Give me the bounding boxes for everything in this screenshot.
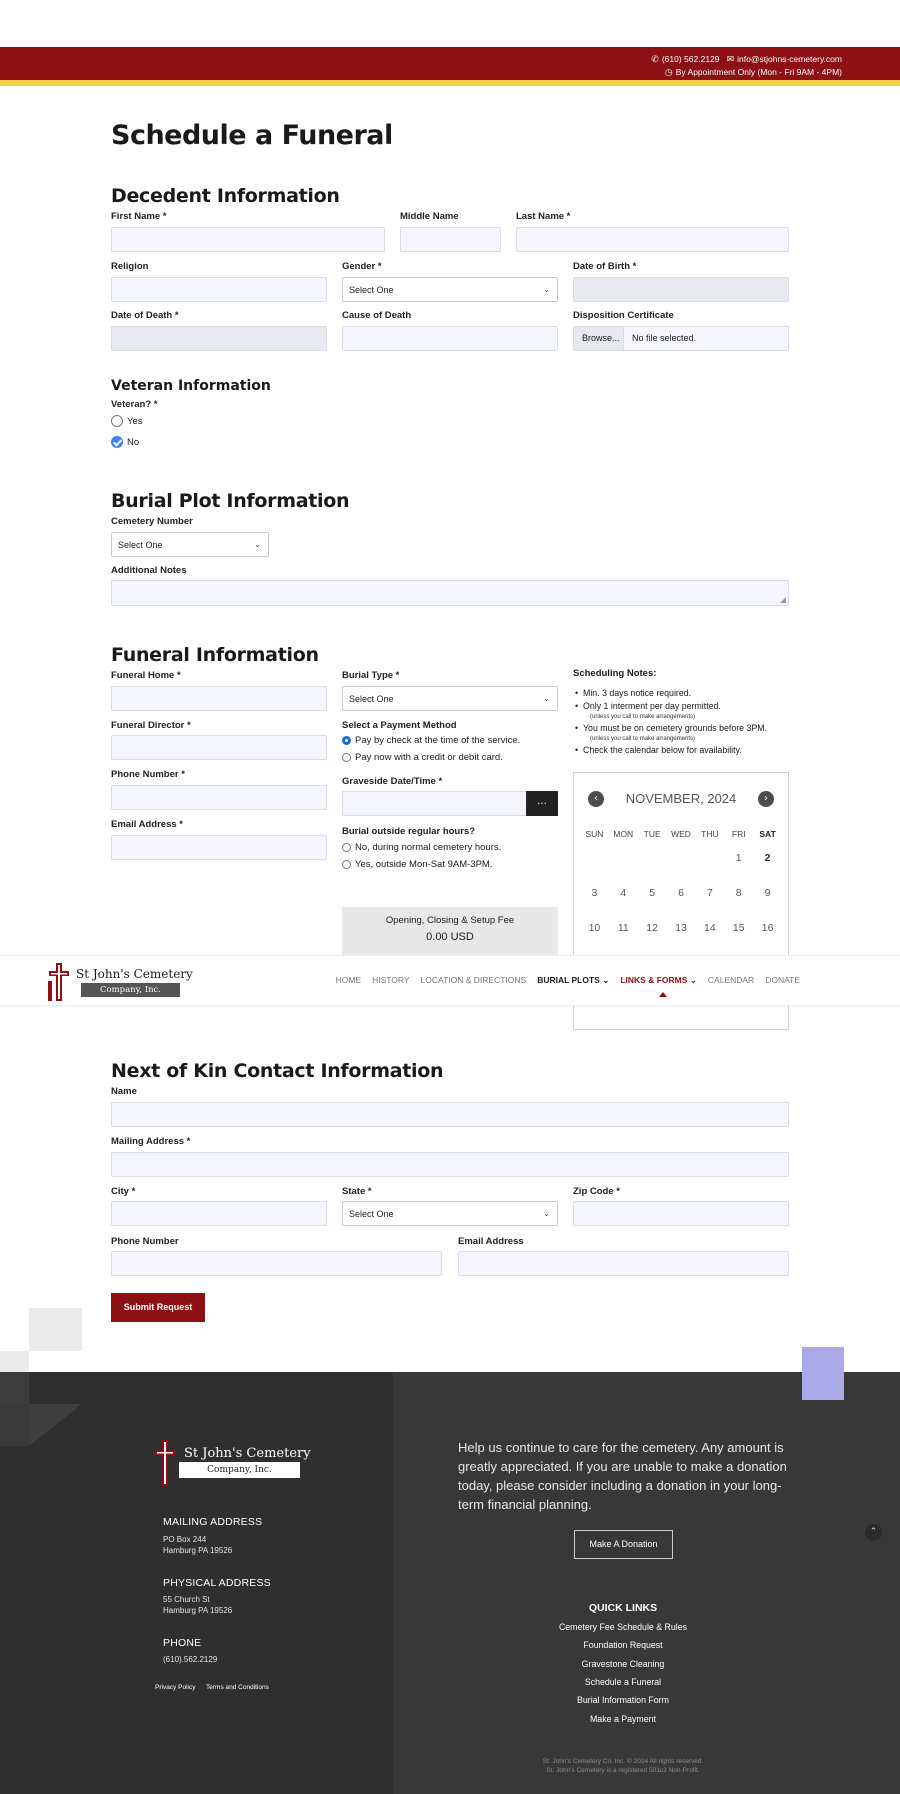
kin-state-label: State * <box>342 1186 372 1197</box>
calendar-day[interactable]: 16 <box>761 922 774 934</box>
weekday-label: MON <box>613 829 634 839</box>
radio-unchecked-icon <box>342 860 351 869</box>
kin-section-title: Next of Kin Contact Information <box>111 1060 444 1082</box>
additional-notes-label: Additional Notes <box>111 565 187 576</box>
calendar-week-row <box>574 887 788 899</box>
weekday-label: WED <box>671 829 691 839</box>
kin-phone-label: Phone Number <box>111 1236 179 1247</box>
calendar-day[interactable]: 14 <box>704 922 716 934</box>
site-logo[interactable] <box>46 961 196 1003</box>
calendar-day[interactable]: 5 <box>649 887 656 899</box>
calendar-day[interactable]: 6 <box>678 887 684 899</box>
quick-link[interactable]: Gravestone Cleaning <box>581 1659 665 1669</box>
radio-checked-icon <box>342 736 351 745</box>
note-item: • Check the calendar below for availability. <box>583 744 793 757</box>
nav-history[interactable]: HISTORY <box>372 975 410 985</box>
veteran-section-title: Veteran Information <box>111 378 271 394</box>
note-subtext: (unless you call to make arrangements) <box>590 736 696 742</box>
payment-method-label: Select a Payment Method <box>342 720 457 731</box>
fee-title: Opening, Closing & Setup Fee <box>385 915 515 926</box>
weekday-label: SUN <box>585 829 604 839</box>
nav-donate[interactable]: DONATE <box>765 975 800 985</box>
page-title: Schedule a Funeral <box>111 120 393 151</box>
clock-icon: ◷ <box>664 67 673 77</box>
graveside-label: Graveside Date/Time * <box>342 776 443 787</box>
calendar-day[interactable]: 11 <box>617 922 629 934</box>
last-name-label: Last Name * <box>516 211 571 222</box>
nonprofit-line: St. John's Cemetery is a registered 501c3 Non-Profit. <box>546 1767 700 1774</box>
cemetery-number-select[interactable] <box>111 532 269 557</box>
copyright-line: St. John's Cemetery Co. Inc. © 2024 All rights reserved. <box>542 1758 704 1765</box>
date-picker-button[interactable]: ... <box>526 791 558 816</box>
quick-link[interactable]: Make a Payment <box>589 1714 656 1724</box>
no-file-text: No file selected. <box>632 333 697 343</box>
cause-field[interactable] <box>342 326 558 351</box>
kin-name-label: Name <box>111 1086 137 1097</box>
funeral-phone-field[interactable] <box>111 785 327 810</box>
calendar-day <box>580 852 609 864</box>
chevron-down-icon: ⌄ <box>254 540 261 549</box>
religion-label: Religion <box>111 261 149 272</box>
donation-text: Help us continue to care for the cemetery. Any amount is greatly appreciated. If you are unable to make a donation today, please consider including a donation in your long-term financial planning. <box>458 1440 787 1512</box>
footer-right-panel <box>393 1372 900 1794</box>
calendar-day[interactable]: 2 <box>764 852 771 864</box>
disposition-label: Disposition Certificate <box>573 310 674 321</box>
disposition-file-input[interactable] <box>573 326 789 351</box>
quick-link[interactable]: Foundation Request <box>583 1640 663 1650</box>
chevron-down-icon: ⌄ <box>602 975 610 985</box>
additional-notes-field[interactable] <box>111 580 789 606</box>
calendar-weekdays <box>574 829 788 839</box>
veteran-no-radio[interactable] <box>111 436 139 448</box>
funeral-director-label: Funeral Director * <box>111 720 191 731</box>
footer-logo-company: Company, Inc. <box>179 1462 300 1478</box>
terms-link[interactable]: Terms and Conditions <box>206 1684 269 1691</box>
phone-title: PHONE <box>163 1637 202 1649</box>
site-footer <box>0 1372 900 1794</box>
dod-field[interactable] <box>111 326 327 351</box>
dob-field[interactable] <box>573 277 789 302</box>
quick-link[interactable]: Burial Information Form <box>577 1695 669 1705</box>
cemetery-number-value: Select One <box>118 540 163 550</box>
envelope-icon: ✉ <box>726 54 735 64</box>
fee-value: 0.00 USD <box>426 931 474 943</box>
calendar-day[interactable]: 3 <box>591 887 598 899</box>
note-item: • You must be on cemetery grounds before 3PM. <box>583 722 793 735</box>
outside-no-radio[interactable] <box>342 842 501 853</box>
mailing-address-title: MAILING ADDRESS <box>163 1516 263 1528</box>
resize-grip-icon[interactable] <box>780 597 786 603</box>
cross-icon <box>152 1438 178 1488</box>
decorative-triangle <box>29 1404 82 1446</box>
physical-line-1: 55 Church St <box>163 1595 210 1604</box>
calendar-week-row <box>574 922 788 934</box>
kin-email-label: Email Address <box>458 1236 524 1247</box>
note-item: • Only 1 interment per day permitted. <box>583 700 793 713</box>
radio-unchecked-icon <box>111 415 123 427</box>
decorative-square <box>0 1351 29 1372</box>
kin-city-field[interactable] <box>111 1201 327 1226</box>
cemetery-number-label: Cemetery Number <box>111 516 193 527</box>
funeral-email-label: Email Address * <box>111 819 183 830</box>
gender-label: Gender * <box>342 261 382 272</box>
quick-link[interactable]: Schedule a Funeral <box>584 1677 662 1687</box>
gender-select[interactable] <box>342 277 558 302</box>
outside-yes-label: Yes, outside Mon-Sat 9AM-3PM. <box>355 859 493 870</box>
burial-type-select[interactable] <box>342 686 558 711</box>
funeral-home-field[interactable] <box>111 686 327 711</box>
kin-zip-field[interactable] <box>573 1201 789 1226</box>
burial-type-value: Select One <box>349 694 394 704</box>
submit-request-button[interactable]: Submit Request <box>111 1293 205 1322</box>
chevron-down-icon: ⌄ <box>543 285 550 294</box>
main-navigation <box>0 955 900 1006</box>
calendar-day[interactable]: 13 <box>675 922 687 934</box>
kin-name-field[interactable] <box>111 1102 789 1127</box>
calendar-day[interactable]: 4 <box>620 887 627 899</box>
first-name-field[interactable] <box>111 227 385 252</box>
chevron-down-icon: ⌄ <box>543 694 550 703</box>
veteran-yes-label: Yes <box>127 415 143 427</box>
funeral-director-field[interactable] <box>111 735 327 760</box>
nav-links-forms[interactable] <box>620 975 697 986</box>
calendar-day[interactable]: 7 <box>706 887 713 899</box>
decedent-section-title: Decedent Information <box>111 185 340 207</box>
fee-box <box>342 907 558 955</box>
cross-icon <box>46 961 72 1003</box>
nav-home[interactable]: HOME <box>335 975 362 985</box>
calendar-day[interactable]: 9 <box>764 887 771 899</box>
middle-name-field[interactable] <box>400 227 501 252</box>
browse-button[interactable]: Browse... <box>574 327 624 350</box>
footer-logo-name: St John's Cemetery <box>184 1446 311 1461</box>
hours-line <box>665 67 842 78</box>
burial-type-label: Burial Type * <box>342 670 400 681</box>
graveside-datetime-field[interactable] <box>342 791 558 816</box>
pay-card-radio[interactable] <box>342 752 503 763</box>
nav-burial-plots-label: BURIAL PLOTS <box>537 975 600 985</box>
decorative-square <box>0 1404 29 1446</box>
mailing-line-2: Hamburg PA 19526 <box>163 1546 233 1555</box>
decorative-square <box>29 1308 82 1351</box>
kin-state-select[interactable] <box>342 1201 558 1226</box>
calendar-day[interactable]: 8 <box>735 887 742 899</box>
pay-card-label: Pay now with a credit or debit card. <box>355 752 503 763</box>
pay-check-label: Pay by check at the time of the service. <box>355 735 521 746</box>
last-name-field[interactable] <box>516 227 789 252</box>
funeral-phone-label: Phone Number * <box>111 769 185 780</box>
funeral-home-label: Funeral Home * <box>111 670 181 681</box>
kin-state-value: Select One <box>349 1209 394 1219</box>
contact-line <box>651 54 842 65</box>
note-subtext: (unless you call to make arrangements) <box>590 714 696 720</box>
weekday-label: TUE <box>643 829 661 839</box>
kin-phone-field[interactable] <box>111 1251 442 1276</box>
calendar-day[interactable]: 12 <box>646 922 658 934</box>
veteran-no-label: No <box>127 436 140 448</box>
weekday-label: FRI <box>731 829 746 839</box>
funeral-email-field[interactable] <box>111 835 327 860</box>
dod-label: Date of Death * <box>111 310 179 321</box>
middle-name-label: Middle Name <box>400 211 459 222</box>
note-item: • Min. 3 days notice required. <box>583 687 793 700</box>
nav-menu <box>336 975 800 986</box>
calendar-week-row <box>574 852 788 864</box>
pay-check-radio[interactable] <box>342 735 520 746</box>
outside-no-label: No, during normal cemetery hours. <box>355 842 502 853</box>
veteran-question-label: Veteran? * <box>111 399 158 410</box>
kin-email-field[interactable] <box>458 1251 789 1276</box>
nav-links-forms-label: LINKS & FORMS <box>620 975 688 985</box>
topbar-phone[interactable]: (610) 562.2129 <box>661 54 720 64</box>
radio-checked-icon <box>111 436 123 448</box>
religion-field[interactable] <box>111 277 327 302</box>
decorative-square <box>802 1347 844 1400</box>
calendar-day[interactable]: 10 <box>588 922 601 934</box>
outside-hours-label: Burial outside regular hours? <box>342 826 476 837</box>
calendar-month: NOVEMBER, 2024 <box>625 791 737 806</box>
calendar-day[interactable]: 15 <box>732 922 745 934</box>
physical-line-2: Hamburg PA 19526 <box>163 1606 233 1615</box>
phone-icon: ✆ <box>651 54 659 64</box>
chevron-right-icon[interactable]: › <box>758 791 774 807</box>
top-contact-bar <box>0 47 900 86</box>
dob-label: Date of Birth * <box>573 261 637 272</box>
first-name-label: First Name * <box>111 211 167 222</box>
scheduling-notes-title: Scheduling Notes: <box>573 668 657 679</box>
footer-phone[interactable]: (610).562.2129 <box>163 1655 218 1664</box>
burial-plot-section-title: Burial Plot Information <box>111 490 350 512</box>
physical-address-title: PHYSICAL ADDRESS <box>163 1577 271 1589</box>
logo-name: St John's Cemetery <box>76 967 193 981</box>
calendar-day[interactable]: 1 <box>735 852 742 864</box>
scroll-to-top-icon[interactable]: ⌃ <box>865 1524 882 1541</box>
nav-burial-plots[interactable] <box>537 975 609 986</box>
veteran-yes-radio[interactable] <box>111 415 143 427</box>
kin-mailing-field[interactable] <box>111 1152 789 1177</box>
calendar-day <box>695 852 724 864</box>
topbar-email[interactable]: info@stjohns-cemetery.com <box>737 54 842 64</box>
privacy-policy-link[interactable]: Privacy Policy <box>155 1684 196 1691</box>
logo-company: Company, Inc. <box>81 983 180 997</box>
gender-select-value: Select One <box>349 285 394 295</box>
footer-logo[interactable] <box>152 1438 312 1488</box>
decorative-square <box>0 1372 29 1404</box>
topbar-hours: By Appointment Only (Mon - Fri 9AM - 4PM) <box>675 67 842 77</box>
kin-city-label: City * <box>111 1186 136 1197</box>
mailing-line-1: PO Box 244 <box>163 1535 207 1544</box>
quick-links-title: QUICK LINKS <box>588 1602 658 1614</box>
calendar-day <box>638 852 667 864</box>
radio-unchecked-icon <box>342 843 351 852</box>
chevron-down-icon: ⌄ <box>689 975 697 985</box>
calendar-day <box>667 852 696 864</box>
radio-unchecked-icon <box>342 753 351 762</box>
funeral-section-title: Funeral Information <box>111 644 319 666</box>
kin-mailing-label: Mailing Address * <box>111 1136 191 1147</box>
weekday-label: SAT <box>759 829 776 839</box>
nav-calendar[interactable]: CALENDAR <box>707 975 755 985</box>
kin-zip-label: Zip Code * <box>573 1186 620 1197</box>
outside-yes-radio[interactable] <box>342 859 492 870</box>
scheduling-notes <box>573 668 793 757</box>
nav-location[interactable]: LOCATION & DIRECTIONS <box>420 975 527 985</box>
quick-link[interactable]: Cemetery Fee Schedule & Rules <box>558 1622 688 1632</box>
cause-label: Cause of Death <box>342 310 412 321</box>
chevron-left-icon[interactable]: ‹ <box>588 791 604 807</box>
make-donation-button[interactable]: Make A Donation <box>574 1530 673 1559</box>
weekday-label: THU <box>701 829 719 839</box>
chevron-down-icon: ⌄ <box>543 1209 550 1218</box>
calendar-day <box>609 852 638 864</box>
